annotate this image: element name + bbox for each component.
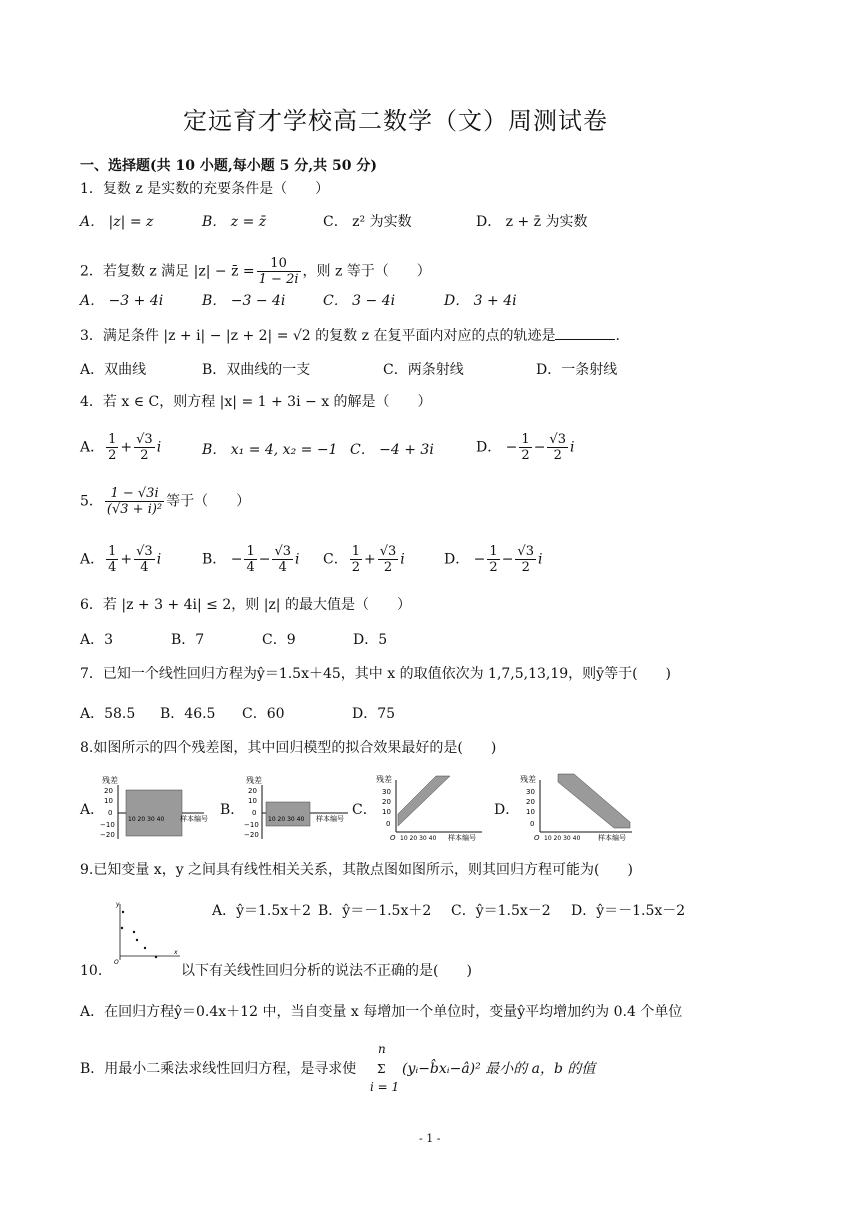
q1-stem: 1．复数 z 是实数的充要条件是（ ）: [80, 181, 330, 197]
plot-d-band: [558, 774, 630, 828]
q10-option-b-part1: B．用最小二乘法求线性回归方程，是寻求使: [80, 1061, 357, 1077]
residual-plot-c: [374, 770, 486, 844]
plot-c-tick-30: 30: [382, 788, 391, 796]
scatter-plot-q9: [108, 898, 184, 966]
plot-a-tick-0: 0: [108, 809, 113, 817]
q9-option-b: B．ŷ＝－1.5x＋2: [318, 903, 432, 919]
plot-c-xticks: 10 20 30 40: [400, 835, 437, 842]
q5-a-n2: √3: [136, 544, 153, 559]
q5-num: 1 − √3i: [105, 486, 164, 502]
q8-option-d: D．: [494, 802, 520, 818]
plot-a-xlabel: 样本编号: [180, 815, 208, 823]
q2-stem: [80, 256, 431, 287]
q4-d-n1: 1: [521, 432, 530, 447]
plot-b-xticks: 10 20 30 40: [268, 816, 305, 823]
q5-a-label: A．: [80, 551, 105, 568]
q10-stem: 以下有关线性回归分析的说法不正确的是( ): [181, 963, 472, 979]
q7-stem: 7．已知一个线性回归方程为ŷ＝1.5x＋45，其中 x 的取值依次为 1,7,5,13,19，则ȳ等于( ): [80, 666, 672, 682]
q2-option-a: A． −3 + 4i: [80, 293, 164, 309]
q5-d-op: −: [501, 551, 514, 568]
q3-option-c: C．两条射线: [383, 362, 464, 378]
q4-a-d2: 2: [140, 448, 149, 463]
q8-option-a: A．: [80, 802, 105, 818]
plot-b-tick-10: 10: [248, 797, 257, 805]
plot-d-xlabel: 样本编号: [598, 834, 626, 842]
q5-option-b: [202, 544, 300, 575]
q3-stem-text: 3．满足条件 |z + i| − |z + 2| = √2 的复数 z 在复平面内对应的点的轨迹是: [80, 328, 556, 344]
plot-a-tick-20: 20: [104, 787, 113, 795]
plot-c-band: [398, 776, 450, 826]
q3-stem: 3．满足条件 |z + i| − |z + 2| = √2 的复数 z 在复平面内对应的点的轨迹是 .: [80, 328, 620, 344]
q5-c-d2: 2: [383, 560, 393, 575]
plot-b-tick-m20: −20: [244, 831, 259, 839]
q2-stem-b: ，则 z 等于（ ）: [302, 263, 431, 280]
q5-c-tail: i: [400, 551, 405, 568]
plot-b-tick-m10: −10: [244, 821, 259, 829]
q3-option-d: D．一条射线: [536, 362, 618, 378]
q6-option-d: D．5: [353, 632, 388, 648]
q1-option-c: C． z² 为实数: [323, 214, 412, 230]
q4-a-d1: 2: [108, 448, 117, 463]
plot-a-tick-m10: −10: [100, 821, 115, 829]
plot-a-band: [126, 790, 182, 836]
q4-d-d2: 2: [553, 448, 562, 463]
q5-a-tail: i: [156, 551, 162, 568]
plot-c-origin: O: [390, 834, 396, 842]
q6-option-c: C．9: [262, 632, 296, 648]
scatter-x-label: x: [174, 949, 178, 956]
q5-tail: 等于（ ）: [166, 493, 251, 510]
plot-d-origin: O: [534, 834, 540, 842]
plot-d-tick-0: 0: [530, 820, 535, 828]
q5-b-op: −: [258, 551, 271, 568]
q9-option-c: C．ŷ＝1.5x－2: [451, 903, 551, 919]
q5-label: 5．: [80, 493, 103, 510]
q5-option-d: [444, 544, 542, 575]
q5-b-d1: 4: [246, 560, 255, 575]
q5-a-d2: 4: [140, 560, 149, 575]
q5-c-label: C．: [323, 551, 348, 568]
scatter-point: [133, 931, 135, 933]
plot-c-tick-20: 20: [382, 798, 391, 806]
q5-b-n1: 1: [246, 544, 255, 559]
q10-label: 10.: [80, 963, 103, 979]
q8-option-c: C．: [352, 802, 377, 818]
q5-den: (√3 + i)²: [106, 502, 163, 517]
plot-b-tick-20: 20: [248, 787, 257, 795]
q3-option-b: B．双曲线的一支: [202, 362, 311, 378]
q4-stem: 4．若 x ∈ C，则方程 |x| = 1 + 3i − x 的解是（ ）: [80, 394, 432, 410]
plot-d-ylabel: 残差: [520, 775, 536, 784]
q2-stem-a: 2．若复数 z 满足 |z| − z̄ =: [80, 263, 255, 280]
q6-option-a: A．3: [80, 632, 114, 648]
q2-option-b: B． −3 − 4i: [202, 293, 286, 309]
q4-option-a: [80, 432, 161, 463]
q4-option-d: [476, 432, 574, 463]
q5-option-c: [323, 544, 405, 575]
q4-d-d1: 2: [521, 448, 530, 463]
plot-d-xticks: 10 20 30 40: [544, 835, 581, 842]
q9-stem: 9.已知变量 x，y 之间具有线性相关关系，其散点图如图所示，则其回归方程可能为( ): [80, 862, 633, 878]
q1-option-a: A． |z| = z: [80, 214, 154, 230]
residual-plot-d: [518, 770, 642, 844]
q4-a-label: A．: [80, 439, 105, 456]
q5-b-n2: √3: [274, 544, 292, 559]
q1-option-d: D． z + z̄ 为实数: [476, 214, 588, 230]
plot-a-tick-m20: −20: [100, 831, 115, 839]
q5-option-a: [80, 544, 161, 575]
q5-a-op: +: [120, 551, 133, 568]
q10-option-b-part2: (yᵢ−b̂xᵢ−â)² 最小的 a，b 的值: [402, 1061, 596, 1077]
q5-d-n1: 1: [489, 544, 498, 559]
q5-c-n1: 1: [351, 544, 360, 559]
scatter-point: [122, 911, 124, 913]
q6-stem: 6．若 |z + 3 + 4i| ≤ 2，则 |z| 的最大值是（ ）: [80, 597, 411, 613]
q7-option-a: A．58.5: [80, 706, 136, 722]
plot-c-tick-10: 10: [382, 808, 391, 816]
q5-d-d2: 2: [521, 560, 530, 575]
q7-option-c: C．60: [242, 706, 285, 722]
q5-c-op: +: [364, 551, 376, 568]
q1-option-b: B． z = z̄: [202, 214, 267, 230]
page-title: 定远育才学校高二数学（文）周测试卷: [183, 107, 608, 135]
q4-option-c: C． −4 + 3i: [350, 442, 434, 458]
q2-den: 1 − 2i: [258, 272, 299, 287]
q10-sum-lower: i = 1: [370, 1080, 400, 1094]
q9-option-a: A．ŷ＝1.5x＋2: [212, 903, 312, 919]
residual-plot-b: [240, 773, 352, 841]
page-number: - 1 -: [419, 1132, 441, 1145]
plot-d-tick-10: 10: [526, 808, 535, 816]
scatter-point: [155, 956, 157, 958]
q2-num: 10: [257, 256, 301, 272]
q8-option-b: B．: [220, 802, 245, 818]
q5-a-n1: 1: [108, 544, 117, 559]
q4-a-op: +: [120, 439, 133, 456]
q5-d-d1: 2: [489, 560, 498, 575]
plot-a-tick-10: 10: [104, 797, 113, 805]
q10-sigma: Σ: [377, 1062, 386, 1076]
scatter-y-label: y: [116, 901, 120, 908]
plot-a-xticks: 10 20 30 40: [128, 816, 165, 823]
q5-c-d1: 2: [351, 560, 360, 575]
q5-b-d2: 4: [278, 560, 287, 575]
q5-b-tail: i: [295, 551, 300, 568]
q5-b-label: B． −: [202, 551, 243, 568]
q4-a-n1: 1: [108, 432, 117, 447]
q5-d-label: D． −: [444, 551, 486, 568]
residual-plot-a: [96, 773, 208, 841]
plot-c-ylabel: 残差: [376, 775, 392, 784]
q3-answer-blank: [555, 327, 615, 340]
q3-option-a: A．双曲线: [80, 362, 147, 378]
q4-d-tail: i: [569, 439, 575, 456]
q5-c-n2: √3: [379, 544, 397, 559]
scatter-point: [121, 927, 123, 929]
q4-d-label: D． −: [476, 439, 518, 456]
q6-option-b: B．7: [171, 632, 205, 648]
scatter-point: [136, 939, 138, 941]
plot-d-tick-20: 20: [526, 798, 535, 806]
q10-option-a: A．在回归方程ŷ＝0.4x＋12 中，当自变量 x 每增加一个单位时，变量ŷ平均增加约为 0.4 个单位: [80, 1004, 683, 1020]
plot-d-tick-30: 30: [526, 788, 535, 796]
q5-a-d1: 4: [108, 560, 117, 575]
q5-d-tail: i: [537, 551, 543, 568]
section-heading: 一、选择题(共 10 小题,每小题 5 分,共 50 分): [80, 158, 377, 174]
q5-stem: [80, 486, 250, 517]
q4-option-b: B． x₁ = 4, x₂ = −1: [202, 442, 338, 458]
plot-c-tick-0: 0: [386, 820, 391, 828]
plot-b-tick-0: 0: [252, 809, 257, 817]
scatter-origin: O: [114, 959, 119, 966]
q2-fraction: [257, 256, 301, 287]
q7-option-b: B．46.5: [160, 706, 216, 722]
plot-b-ylabel: 残差: [246, 776, 262, 785]
q4-a-n2: √3: [136, 432, 153, 447]
q7-option-d: D．75: [352, 706, 396, 722]
q4-a-tail: i: [156, 439, 162, 456]
q5-d-n2: √3: [517, 544, 534, 559]
plot-a-ylabel: 残差: [102, 776, 118, 785]
q4-d-n2: √3: [549, 432, 566, 447]
plot-b-xlabel: 样本编号: [316, 815, 344, 823]
q10-sum-upper: n: [378, 1042, 386, 1056]
q9-option-d: D．ŷ＝－1.5x－2: [571, 903, 686, 919]
q4-d-op: −: [533, 439, 546, 456]
scatter-point: [144, 947, 146, 949]
q2-option-c: C． 3 − 4i: [323, 293, 396, 309]
q8-stem: 8.如图所示的四个残差图，其中回归模型的拟合效果最好的是( ): [80, 740, 497, 756]
plot-c-xlabel: 样本编号: [448, 834, 476, 842]
q2-option-d: D． 3 + 4i: [444, 293, 517, 309]
